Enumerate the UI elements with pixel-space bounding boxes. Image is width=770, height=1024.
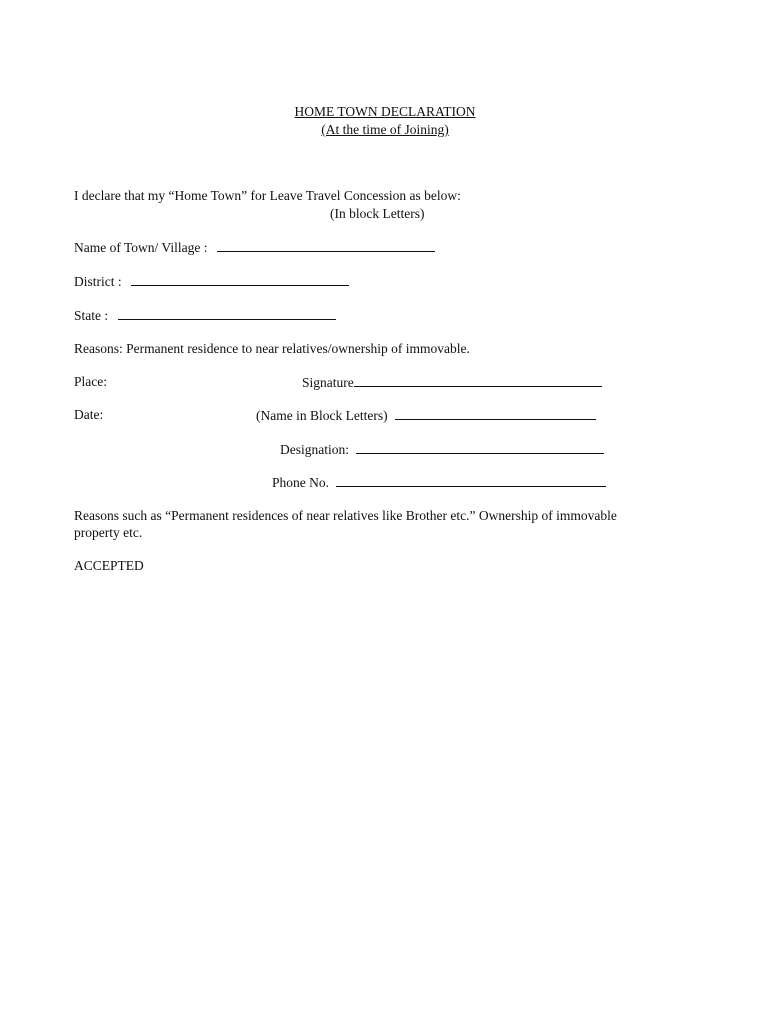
state-field-row — [74, 306, 336, 324]
name-block-line[interactable] — [395, 406, 596, 420]
signature-row — [302, 373, 602, 391]
reasons-note: Reasons such as “Permanent residences of near relatives like Brother etc.” Ownership of immovable property etc. — [74, 508, 617, 540]
document-subtitle: (At the time of Joining) — [321, 122, 449, 137]
phone-row — [272, 473, 606, 491]
state-label: State : — [74, 308, 109, 323]
town-label: Name of Town/ Village : — [74, 240, 208, 255]
town-field-row — [74, 238, 435, 256]
district-label: District : — [74, 274, 122, 289]
date-label: Date: — [74, 407, 104, 422]
phone-line[interactable] — [336, 473, 606, 487]
district-field-row — [74, 272, 349, 290]
place-label: Place: — [74, 374, 107, 389]
signature-line[interactable] — [354, 373, 602, 387]
declaration-text: I declare that my “Home Town” for Leave Travel Concession as below: — [74, 188, 461, 203]
designation-row — [280, 440, 604, 458]
accepted-label: ACCEPTED — [74, 558, 144, 573]
name-block-label: (Name in Block Letters) — [256, 408, 388, 423]
document-title: HOME TOWN DECLARATION — [294, 104, 476, 119]
phone-label: Phone No. — [272, 475, 329, 490]
block-letters-note: (In block Letters) — [330, 206, 425, 221]
designation-label: Designation: — [280, 442, 349, 457]
designation-line[interactable] — [356, 440, 604, 454]
signature-label: Signature — [302, 375, 354, 390]
reasons-line: Reasons: Permanent residence to near relatives/ownership of immovable. — [74, 341, 470, 356]
state-input-line[interactable] — [118, 306, 336, 320]
district-input-line[interactable] — [131, 272, 349, 286]
town-input-line[interactable] — [217, 238, 435, 252]
name-block-row — [256, 406, 596, 424]
